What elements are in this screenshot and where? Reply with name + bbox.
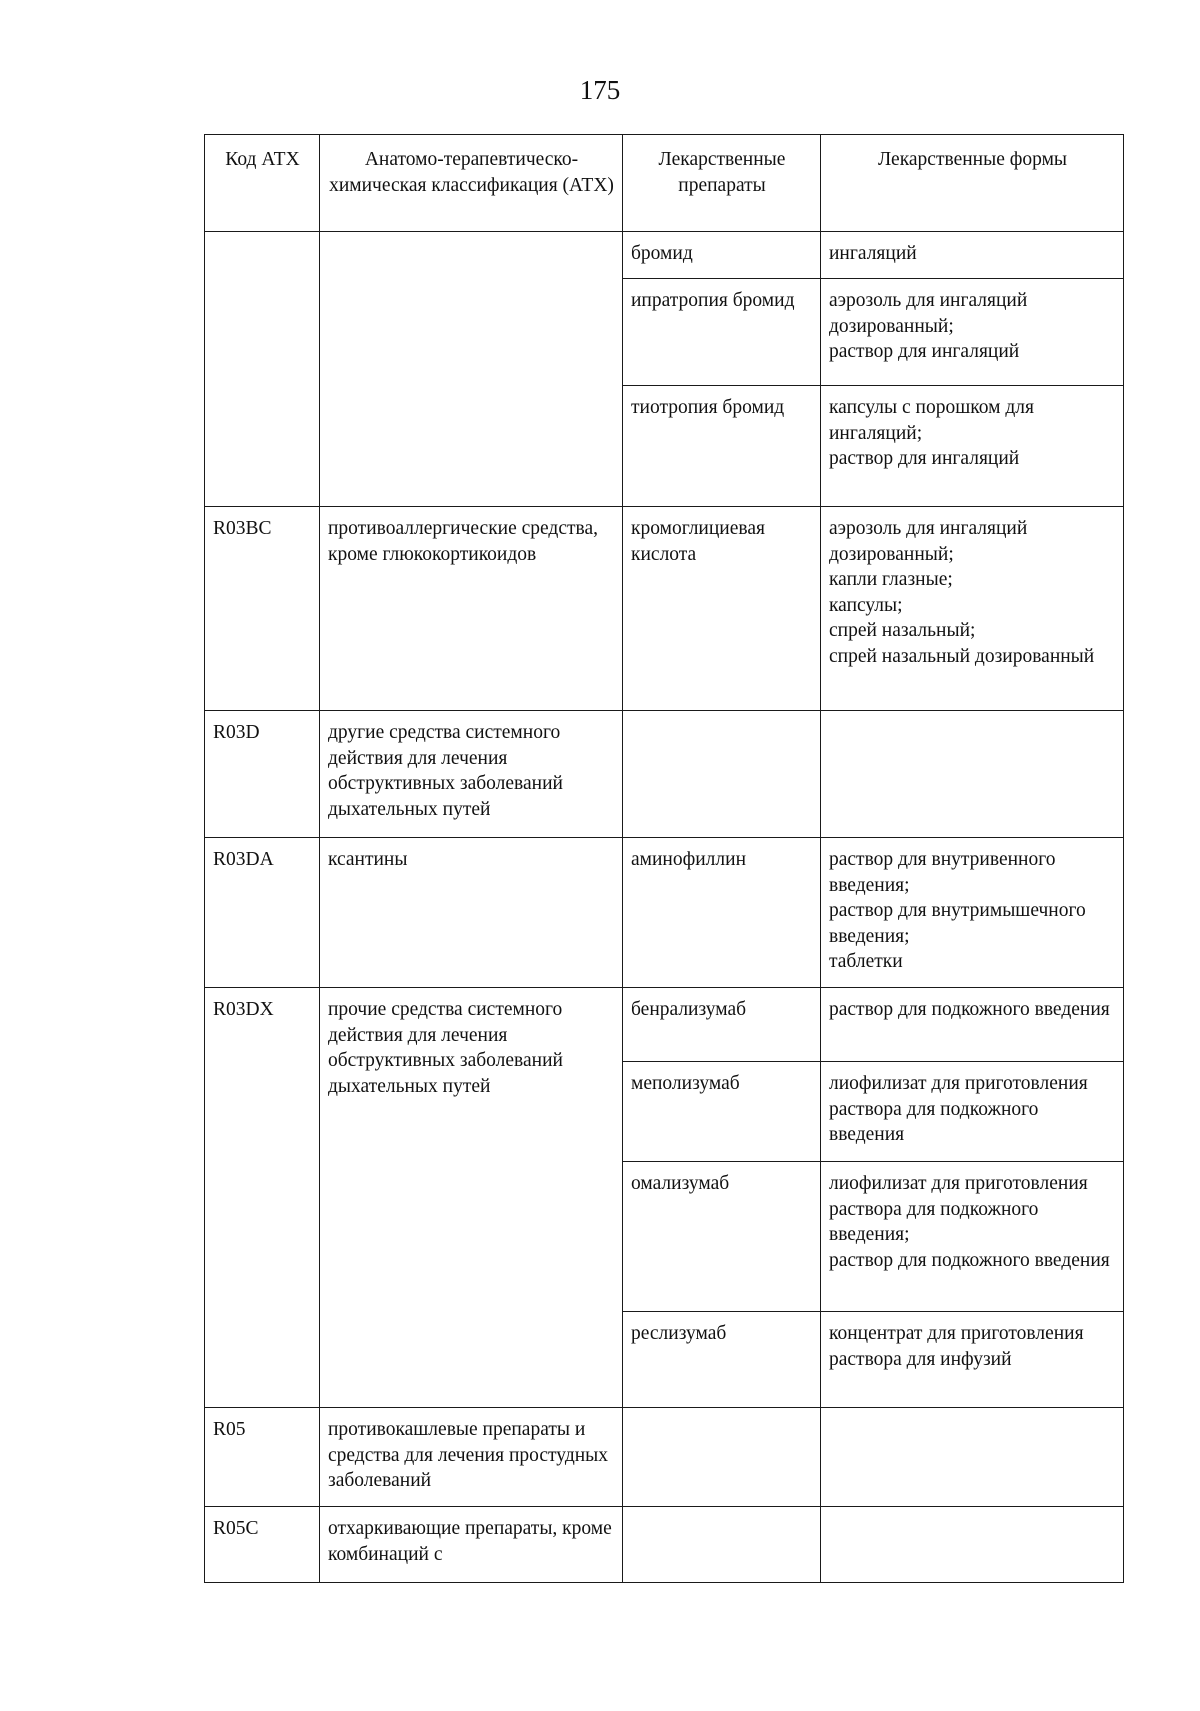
forms-cell: лиофилизат для приготовления раствора для подкожного введения; раствор для подкожного введения: [821, 1162, 1124, 1312]
drug-cell: аминофиллин: [623, 838, 821, 988]
classification-cell: отхаркивающие препараты, кроме комбинаций с: [320, 1507, 623, 1583]
table-header-row: [205, 135, 1124, 232]
code-cell: R03DA: [205, 838, 320, 988]
drug-cell: ипратропия бромид: [623, 279, 821, 386]
forms-cell-empty: [821, 711, 1124, 838]
classification-cell: ксантины: [320, 838, 623, 988]
table-row: [205, 232, 1124, 279]
code-cell-empty: [205, 232, 320, 507]
forms-cell: аэрозоль для ингаляций дозированный; капли глазные; капсулы; спрей назальный; спрей назальный дозированный: [821, 507, 1124, 711]
header-drugs: Лекарственные препараты: [623, 135, 821, 232]
drug-cell: тиотропия бромид: [623, 386, 821, 507]
code-cell: R03BC: [205, 507, 320, 711]
table-row: [205, 838, 1124, 988]
table-row: [205, 1408, 1124, 1507]
classification-cell: другие средства системного действия для лечения обструктивных заболеваний дыхательных путей: [320, 711, 623, 838]
code-cell: R05: [205, 1408, 320, 1507]
header-classification: Анатомо-терапевтическо-химическая классификация (АТХ): [320, 135, 623, 232]
table-row: [205, 711, 1124, 838]
classification-cell: прочие средства системного действия для лечения обструктивных заболеваний дыхательных путей: [320, 988, 623, 1408]
classification-cell: противоаллергические средства, кроме глюкокортикоидов: [320, 507, 623, 711]
drug-cell: бенрализумаб: [623, 988, 821, 1062]
table-row: [205, 988, 1124, 1062]
classification-cell: противокашлевые препараты и средства для лечения простудных заболеваний: [320, 1408, 623, 1507]
forms-cell: аэрозоль для ингаляций дозированный; раствор для ингаляций: [821, 279, 1124, 386]
table-row: [205, 507, 1124, 711]
forms-cell: капсулы с порошком для ингаляций; раствор для ингаляций: [821, 386, 1124, 507]
header-code: Код АТХ: [205, 135, 320, 232]
drug-cell: реслизумаб: [623, 1312, 821, 1408]
drug-cell-empty: [623, 1408, 821, 1507]
atc-drug-table: [204, 134, 1124, 1583]
table-row: [205, 1507, 1124, 1583]
drug-cell: омализумаб: [623, 1162, 821, 1312]
code-cell: R03DX: [205, 988, 320, 1408]
forms-cell-empty: [821, 1408, 1124, 1507]
forms-cell: раствор для подкожного введения: [821, 988, 1124, 1062]
drug-cell: меполизумаб: [623, 1062, 821, 1162]
drug-cell: бромид: [623, 232, 821, 279]
forms-cell: раствор для внутривенного введения; раствор для внутримышечного введения; таблетки: [821, 838, 1124, 988]
forms-cell-empty: [821, 1507, 1124, 1583]
code-cell: R05C: [205, 1507, 320, 1583]
drug-cell-empty: [623, 1507, 821, 1583]
code-cell: R03D: [205, 711, 320, 838]
classification-cell-empty: [320, 232, 623, 507]
forms-cell: концентрат для приготовления раствора для инфузий: [821, 1312, 1124, 1408]
forms-cell: ингаляций: [821, 232, 1124, 279]
forms-cell: лиофилизат для приготовления раствора для подкожного введения: [821, 1062, 1124, 1162]
header-forms: Лекарственные формы: [821, 135, 1124, 232]
drug-cell-empty: [623, 711, 821, 838]
drug-cell: кромоглициевая кислота: [623, 507, 821, 711]
page-number: 175: [579, 75, 621, 105]
